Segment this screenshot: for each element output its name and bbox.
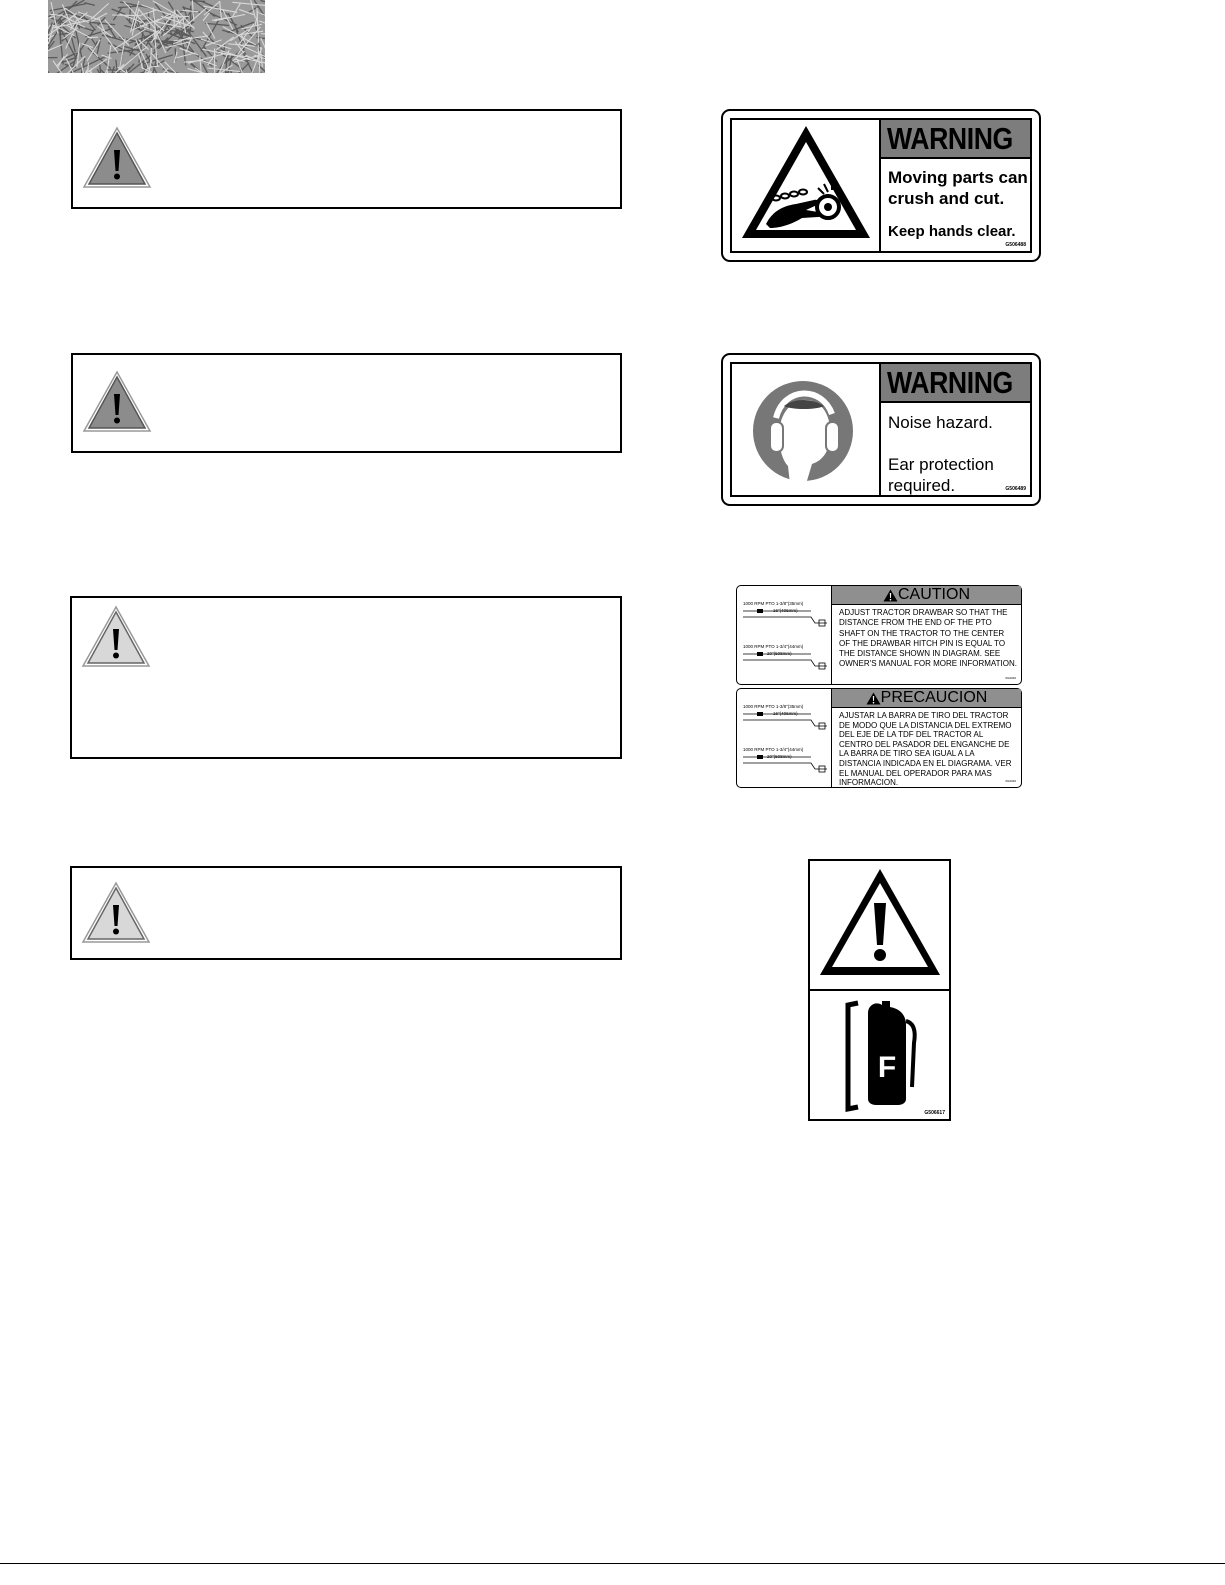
signal-word: WARNING — [887, 120, 1014, 156]
alert-triangle-icon — [81, 125, 153, 191]
fire-extinguisher-decal — [808, 859, 951, 1121]
dimension-label: 20"(508mm) — [767, 651, 792, 656]
warning-callout-1 — [71, 109, 622, 209]
alert-triangle-icon — [810, 861, 949, 989]
warning-callout-2 — [71, 353, 622, 453]
part-number: 6G0040 — [1005, 676, 1016, 680]
part-number: G506489 — [1005, 486, 1026, 492]
caution-callout-4 — [70, 866, 622, 960]
caution-body-text: ADJUST TRACTOR DRAWBAR SO THAT THE DISTANCE FROM THE END OF THE PTO SHAFT ON THE TRACTOR TO THE CENTER OF THE DRAWBAR HITCH PIN IS EQUAL TO THE DISTANCE SHOWN IN DIAGRAM. SEE OWNER'S MANUAL FOR MORE INFORMATION. — [839, 608, 1017, 669]
footer-rule — [0, 1563, 1225, 1564]
alert-triangle-icon — [866, 692, 881, 705]
pto-caution-decal-spanish — [736, 688, 1022, 788]
pto-caution-decal-english — [736, 585, 1022, 685]
decal-text-line: Moving parts can — [888, 168, 1028, 187]
caution-header — [832, 689, 1021, 708]
pto-diagram — [737, 689, 832, 787]
dimension-label: 16"(406mm) — [773, 608, 798, 613]
decal-text-line: Ear protection — [888, 455, 994, 474]
decal-text-line: Keep hands clear. — [888, 223, 1016, 240]
warning-header — [881, 120, 1030, 159]
pto-spec-label: 1000 RPM PTO 1-3/8"(35mm) — [743, 704, 804, 709]
ear-protection-icon — [732, 364, 881, 495]
warning-header — [881, 364, 1030, 403]
dimension-label: 20"(508mm) — [767, 754, 792, 759]
pto-spec-label: 1000 RPM PTO 1-3/4"(44mm) — [743, 747, 804, 752]
decal-text-line: crush and cut. — [888, 189, 1005, 208]
moving-parts-warning-decal — [721, 109, 1041, 262]
caution-header — [832, 586, 1021, 605]
hand-entanglement-icon — [732, 120, 881, 251]
alert-triangle-icon — [883, 589, 898, 602]
dimension-label: 16"(406mm) — [773, 711, 798, 716]
noise-hazard-warning-decal — [721, 353, 1041, 506]
alert-triangle-icon — [80, 604, 152, 670]
caution-callout-3 — [70, 596, 622, 759]
alert-triangle-icon — [81, 369, 153, 435]
caution-body-text: AJUSTAR LA BARRA DE TIRO DEL TRACTOR DE MODO QUE LA DISTANCIA DEL EXTREMO DEL EJE DE LA TDF DEL TRACTOR AL CENTRO DEL PASADOR DEL ENGANCHE DE LA BARRA DE TIRO SEA IGUAL A LA DISTANCIA INDICADA EN EL DIAGRAMA. VER EL MANUAL DEL OPERADOR PARA MAS INFORMACION. — [839, 711, 1012, 788]
part-number: 6G0040 — [1005, 779, 1016, 783]
part-number: G506488 — [1005, 242, 1026, 248]
pto-diagram — [737, 586, 832, 684]
straw-texture-image — [48, 0, 265, 73]
extinguisher-letter: F — [877, 1051, 897, 1084]
pto-spec-label: 1000 RPM PTO 1-3/8"(35mm) — [743, 601, 804, 606]
signal-word: PRECAUCION — [880, 689, 988, 706]
decal-text-line: Noise hazard. — [888, 413, 993, 432]
signal-word: WARNING — [887, 364, 1014, 400]
part-number: G506617 — [924, 1110, 945, 1116]
fire-extinguisher-icon — [810, 991, 949, 1119]
decal-text-line: required. — [888, 476, 956, 495]
signal-word: CAUTION — [898, 586, 970, 603]
pto-spec-label: 1000 RPM PTO 1-3/4"(44mm) — [743, 644, 804, 649]
alert-triangle-icon — [80, 880, 152, 946]
